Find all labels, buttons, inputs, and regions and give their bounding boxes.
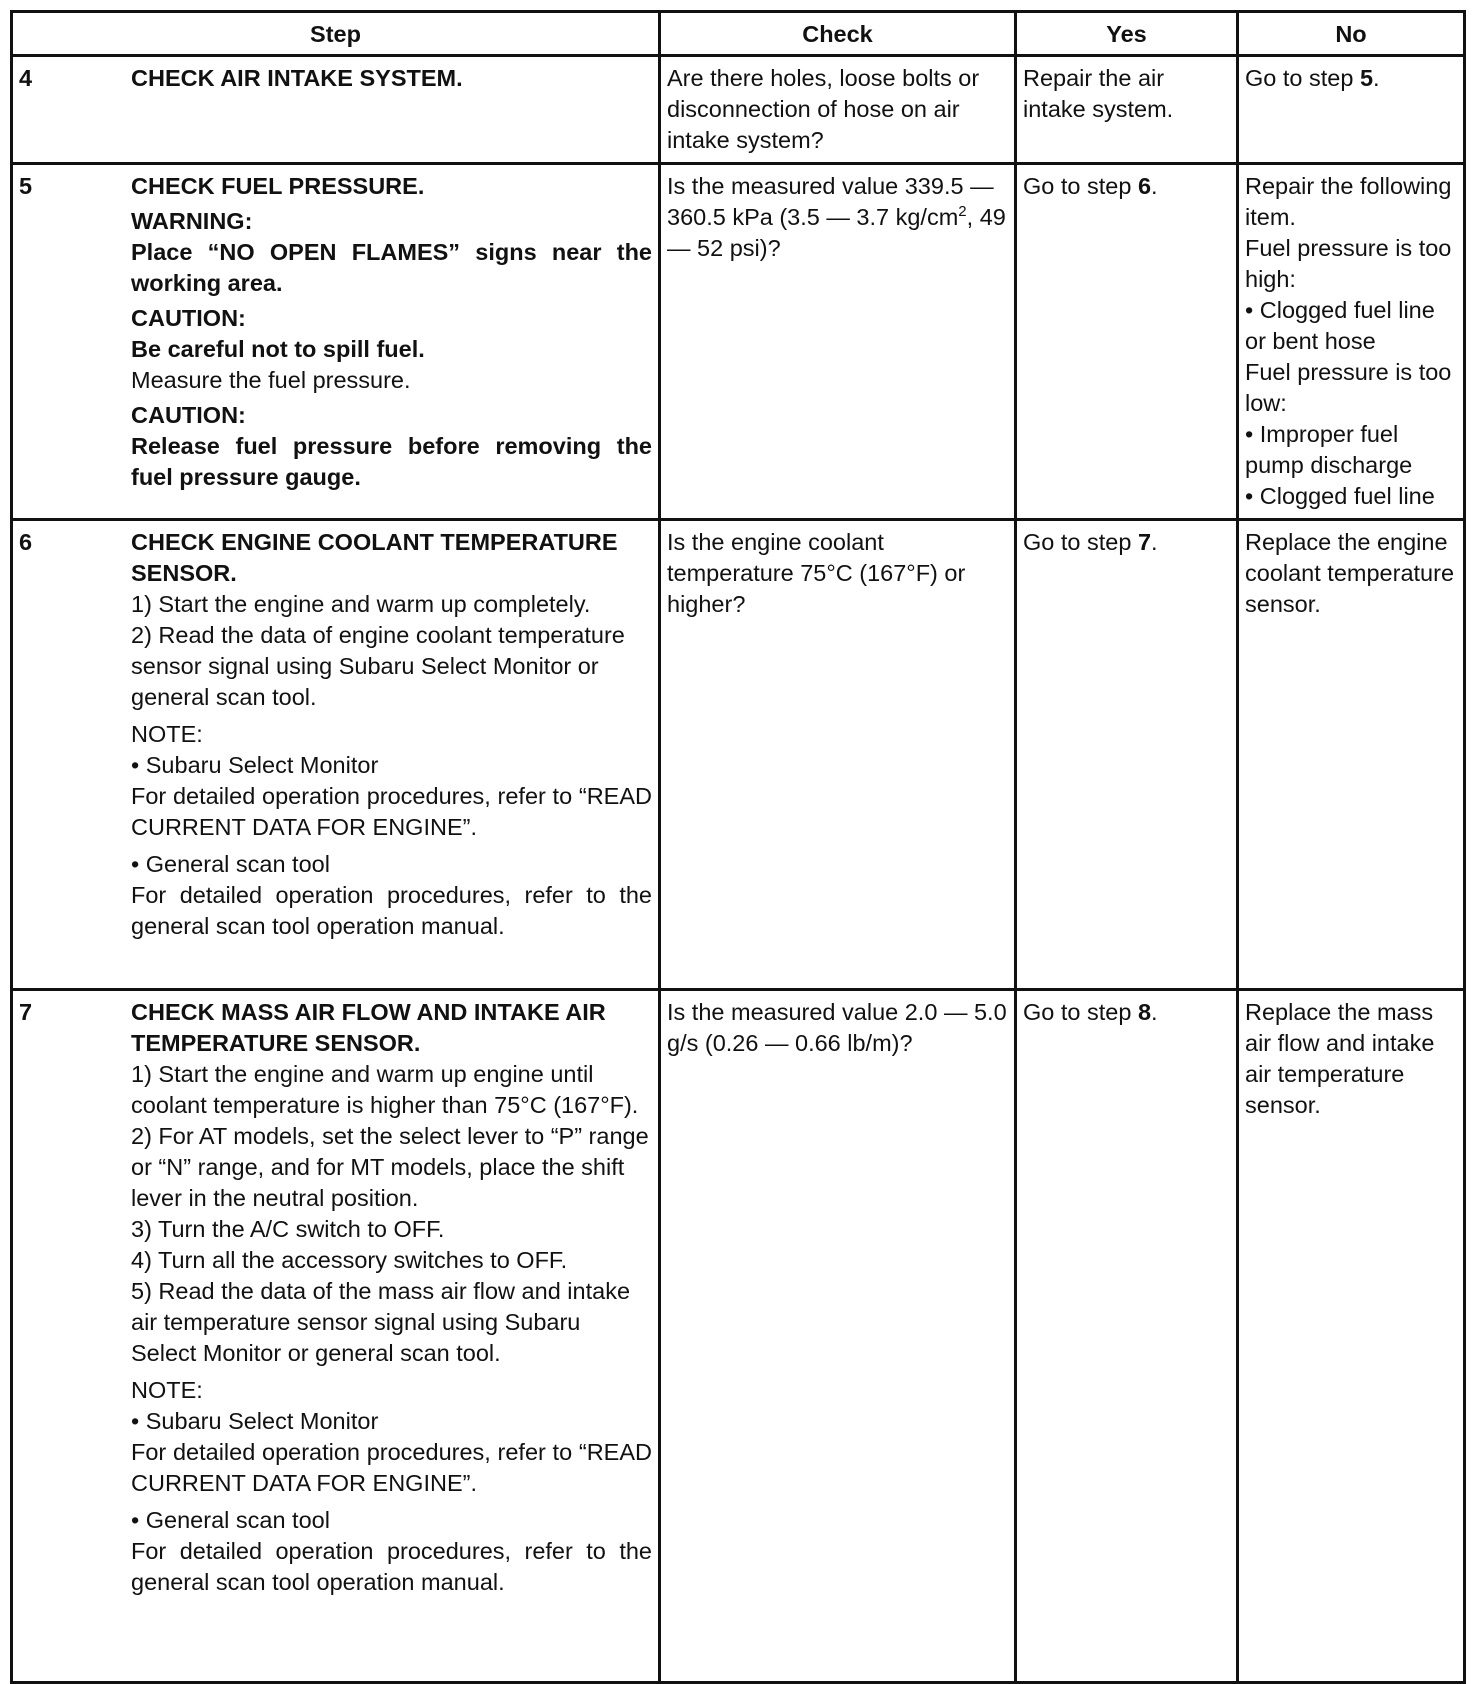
goto-step-number: 5 <box>1359 65 1374 91</box>
caution-text: Release fuel pressure before removing the fuel pressure gauge. <box>131 433 652 490</box>
step-number: 4 <box>19 65 33 91</box>
check-cell: Are there holes, loose bolts or disconnection of hose on air intake system? <box>660 56 1016 164</box>
no-cell: Replace the mass air flow and intake air temperature sensor. <box>1238 990 1465 1683</box>
header-row <box>12 12 1465 56</box>
table-row <box>12 164 1465 520</box>
check-cell <box>660 164 1016 520</box>
procedure-step: 1) Start the engine and warm up engine until coolant temperature is higher than 75°C (167°F). <box>131 1061 639 1118</box>
check-text-end: , 49 — 52 psi)? <box>667 204 1006 261</box>
note-text: For detailed operation procedures, refer to “READ CURRENT DATA FOR ENGINE”. <box>131 783 652 840</box>
caution-label: CAUTION: <box>131 402 246 428</box>
instruction-text: Measure the fuel pressure. <box>131 367 411 393</box>
table-row <box>12 56 1465 164</box>
note-label: NOTE: <box>131 721 203 747</box>
yes-text: Go to step <box>1023 529 1138 555</box>
goto-step-number: 7 <box>1137 529 1152 555</box>
step-title: CHECK ENGINE COOLANT TEMPERATURE SENSOR. <box>131 529 618 586</box>
no-suffix: . <box>1373 65 1380 91</box>
no-bullet: • Clogged fuel line <box>1245 483 1435 509</box>
header-step: Step <box>12 12 660 56</box>
yes-cell <box>1016 990 1238 1683</box>
yes-cell <box>1016 520 1238 990</box>
header-no: No <box>1238 12 1465 56</box>
no-cell: Replace the engine coolant temperature sensor. <box>1238 520 1465 990</box>
no-bullet: • Clogged fuel line or bent hose <box>1245 297 1435 354</box>
procedure-step: 5) Read the data of the mass air flow and intake air temperature sensor signal using Subaru Select Monitor or general scan tool. <box>131 1278 631 1366</box>
goto-step-number: 8 <box>1137 999 1152 1025</box>
no-text: Go to step <box>1245 65 1360 91</box>
step-cell <box>12 164 660 520</box>
step-cell <box>12 520 660 990</box>
step-cell <box>12 990 660 1683</box>
step-number: 5 <box>19 173 33 199</box>
procedure-step: 1) Start the engine and warm up completely. <box>131 591 591 617</box>
note-text: For detailed operation procedures, refer to the general scan tool operation manual. <box>131 882 652 939</box>
goto-step-number: 6 <box>1137 173 1152 199</box>
note-bullet: • Subaru Select Monitor <box>131 1408 379 1434</box>
warning-text: Place “NO OPEN FLAMES” signs near the working area. <box>131 239 652 296</box>
diagnostic-table <box>10 10 1466 1684</box>
caution-label: CAUTION: <box>131 305 246 331</box>
note-bullet: • General scan tool <box>131 1507 330 1533</box>
check-cell: Is the engine coolant temperature 75°C (167°F) or higher? <box>660 520 1016 990</box>
note-bullet: • Subaru Select Monitor <box>131 752 379 778</box>
step-title: CHECK FUEL PRESSURE. <box>131 173 425 199</box>
note-text: For detailed operation procedures, refer to the general scan tool operation manual. <box>131 1538 652 1595</box>
no-line: Fuel pressure is too low: <box>1245 359 1452 416</box>
yes-suffix: . <box>1151 999 1158 1025</box>
check-cell: Is the measured value 2.0 — 5.0 g/s (0.26 — 0.66 lb/m)? <box>660 990 1016 1683</box>
yes-suffix: . <box>1151 173 1158 199</box>
caution-text: Be careful not to spill fuel. <box>131 336 425 362</box>
procedure-step: 4) Turn all the accessory switches to OFF. <box>131 1247 568 1273</box>
step-cell <box>12 56 660 164</box>
table-row <box>12 990 1465 1683</box>
warning-label: WARNING: <box>131 208 253 234</box>
no-cell <box>1238 56 1465 164</box>
no-bullet: • Improper fuel pump discharge <box>1245 421 1413 478</box>
yes-cell: Repair the air intake system. <box>1016 56 1238 164</box>
check-text: Is the measured value 339.5 — 360.5 kPa (3.5 — 3.7 kg/cm <box>667 173 994 230</box>
procedure-step: 2) For AT models, set the select lever to “P” range or “N” range, and for MT models, place the shift lever in the neutral position. <box>131 1123 649 1211</box>
header-yes: Yes <box>1016 12 1238 56</box>
yes-suffix: . <box>1151 529 1158 555</box>
yes-cell <box>1016 164 1238 520</box>
note-label: NOTE: <box>131 1377 203 1403</box>
step-title: CHECK MASS AIR FLOW AND INTAKE AIR TEMPERATURE SENSOR. <box>131 999 606 1056</box>
yes-text: Go to step <box>1023 999 1138 1025</box>
procedure-step: 3) Turn the A/C switch to OFF. <box>131 1216 445 1242</box>
procedure-step: 2) Read the data of engine coolant temperature sensor signal using Subaru Select Monitor or general scan tool. <box>131 622 625 710</box>
note-bullet: • General scan tool <box>131 851 330 877</box>
table-row <box>12 520 1465 990</box>
note-text: For detailed operation procedures, refer to “READ CURRENT DATA FOR ENGINE”. <box>131 1439 652 1496</box>
step-title: CHECK AIR INTAKE SYSTEM. <box>131 65 463 91</box>
no-line: Fuel pressure is too high: <box>1245 235 1452 292</box>
no-cell <box>1238 164 1465 520</box>
yes-text: Go to step <box>1023 173 1138 199</box>
superscript: 2 <box>958 203 967 221</box>
step-number: 7 <box>19 999 33 1025</box>
no-line: Repair the following item. <box>1245 173 1452 230</box>
step-number: 6 <box>19 529 33 555</box>
header-check: Check <box>660 12 1016 56</box>
